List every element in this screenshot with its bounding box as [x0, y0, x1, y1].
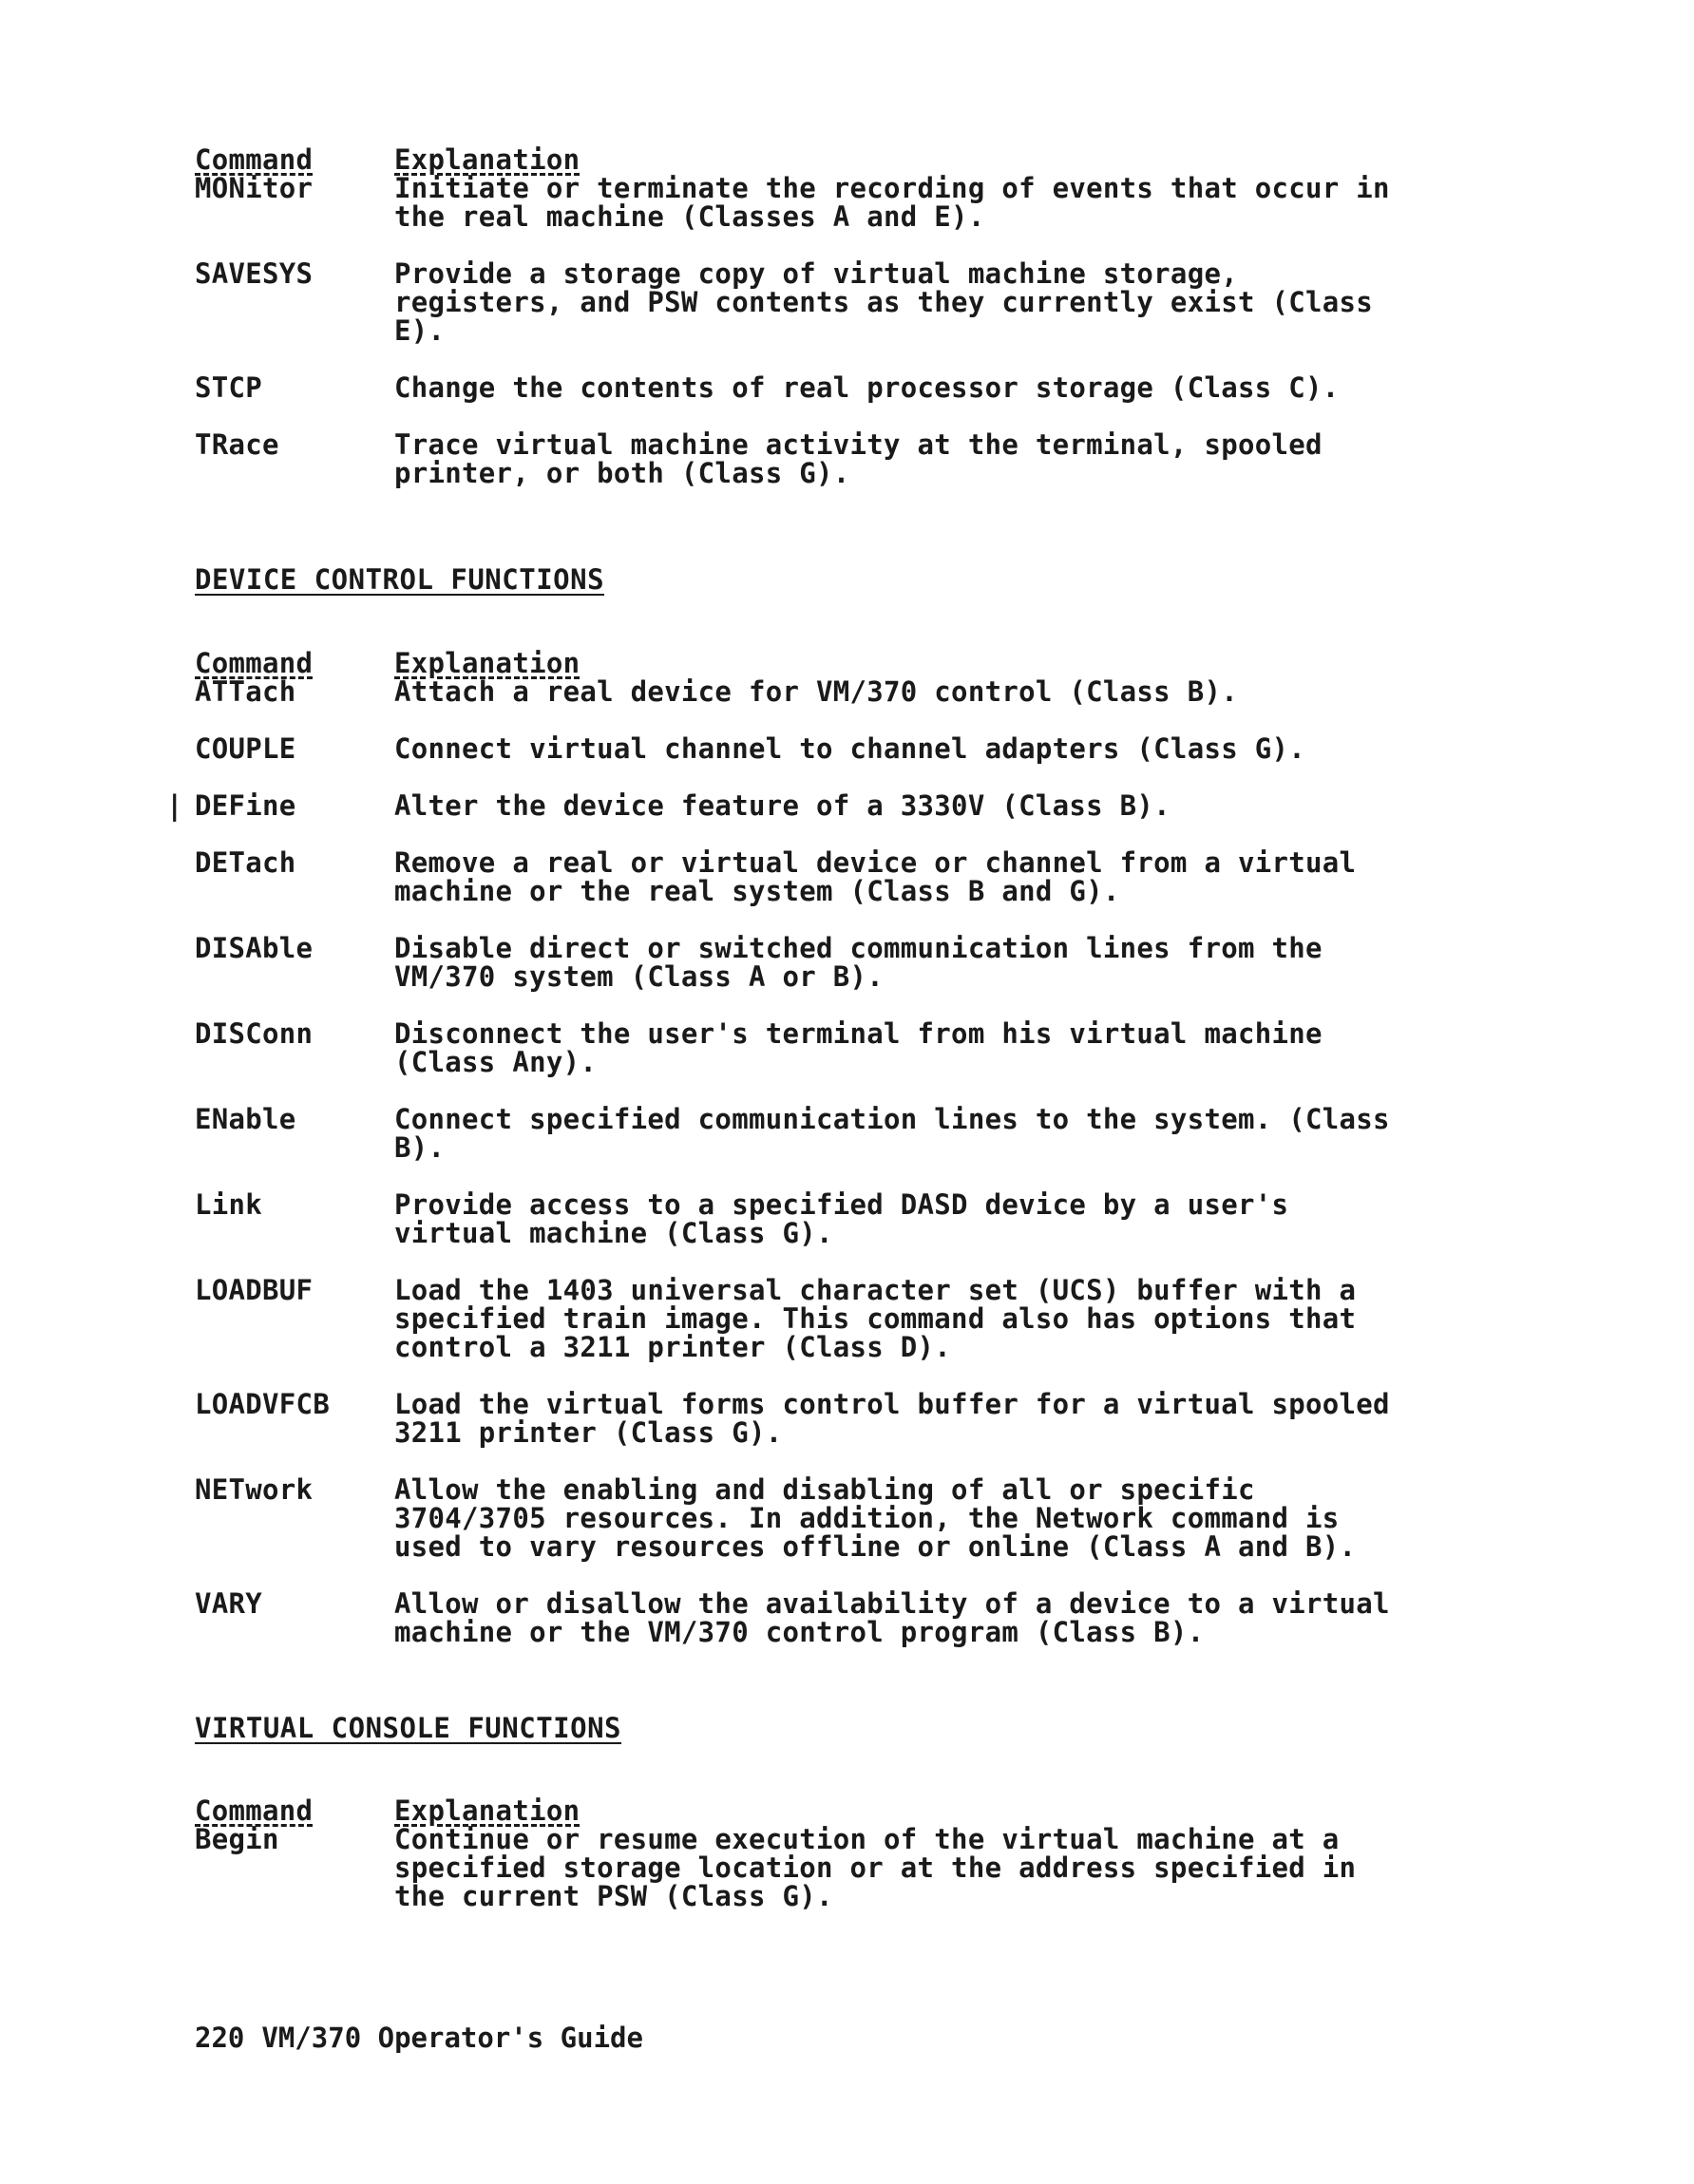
command-entry	[195, 734, 1430, 763]
command-explanation: Change the contents of real processor storage (Class C).	[394, 371, 1340, 404]
command-entry	[195, 848, 1430, 905]
command-explanation: Connect virtual channel to channel adapters (Class G).	[394, 732, 1306, 765]
command-entry	[195, 1589, 1430, 1646]
command-name: DISConn	[195, 1017, 314, 1050]
command-entry	[195, 1190, 1430, 1247]
command-explanation: Allow or disallow the availability of a device to a virtual machine or the VM/370 control program (Class B).	[394, 1587, 1390, 1648]
command-name: LOADVFCB	[195, 1388, 331, 1420]
command-explanation: Continue or resume execution of the virtual machine at a specified storage location or at the address specified in the current PSW (Class G).	[394, 1823, 1357, 1912]
command-entry	[195, 677, 1430, 706]
explanation-column-header: Explanation	[394, 647, 581, 679]
command-entry	[195, 259, 1430, 345]
change-bar: |	[166, 789, 183, 822]
command-explanation: Provide access to a specified DASD device by a user's virtual machine (Class G).	[394, 1188, 1289, 1249]
table-header	[195, 1796, 1430, 1825]
page-number: 220	[195, 2022, 245, 2054]
command-explanation: Provide a storage copy of virtual machine storage, registers, and PSW contents as they currently exist (Class E).	[394, 257, 1374, 347]
command-entry	[195, 430, 1430, 487]
command-name: DEFine	[195, 789, 296, 822]
section-title-virtual-console: VIRTUAL CONSOLE FUNCTIONS	[195, 1712, 621, 1744]
command-entry	[166, 789, 1430, 822]
command-name: ATTach	[195, 675, 296, 708]
command-explanation: Connect specified communication lines to the system. (Class B).	[394, 1103, 1390, 1164]
command-name: DISAble	[195, 932, 314, 964]
command-explanation: Disconnect the user's terminal from his virtual machine (Class Any).	[394, 1017, 1323, 1078]
command-entry	[195, 934, 1430, 991]
table-header	[195, 649, 1430, 677]
command-table-3	[195, 1796, 1430, 1939]
command-explanation: Disable direct or switched communication lines from the VM/370 system (Class A or B).	[394, 932, 1323, 993]
command-entry	[195, 373, 1430, 402]
command-entry	[195, 1276, 1430, 1361]
command-explanation: Trace virtual machine activity at the terminal, spooled printer, or both (Class G).	[394, 428, 1323, 489]
command-name: Begin	[195, 1823, 279, 1855]
command-name: VARY	[195, 1587, 263, 1620]
explanation-column-header: Explanation	[394, 1795, 581, 1827]
command-name: SAVESYS	[195, 257, 314, 290]
command-column-header: Command	[195, 647, 314, 679]
command-column-header: Command	[195, 143, 314, 176]
explanation-column-header: Explanation	[394, 143, 581, 176]
command-explanation: Alter the device feature of a 3330V (Class B).	[394, 789, 1171, 822]
command-entry	[195, 1825, 1430, 1910]
command-explanation: Initiate or terminate the recording of events that occur in the real machine (Classes A and E).	[394, 172, 1390, 233]
command-explanation: Load the virtual forms control buffer for a virtual spooled 3211 printer (Class G).	[394, 1388, 1390, 1449]
command-entry	[195, 174, 1430, 231]
command-name: ENable	[195, 1103, 296, 1135]
section-title-device-control: DEVICE CONTROL FUNCTIONS	[195, 563, 605, 596]
command-explanation: Remove a real or virtual device or channel from a virtual machine or the real system (Class B and G).	[394, 846, 1357, 907]
command-table-1	[195, 145, 1430, 516]
command-explanation: Allow the enabling and disabling of all or specific 3704/3705 resources. In addition, the Network command is used to vary resources offline or online (Class A and B).	[394, 1473, 1357, 1563]
command-explanation: Attach a real device for VM/370 control (Class B).	[394, 675, 1238, 708]
command-name: TRace	[195, 428, 279, 461]
command-entry	[195, 1019, 1430, 1076]
command-name: LOADBUF	[195, 1274, 314, 1306]
command-entry	[195, 1475, 1430, 1561]
command-explanation: Load the 1403 universal character set (UCS) buffer with a specified train image. This command also has options that control a 3211 printer (Class D).	[394, 1274, 1357, 1363]
page-footer	[195, 2022, 660, 2054]
command-name: NETwork	[195, 1473, 314, 1506]
command-name: Link	[195, 1188, 263, 1221]
command-name: STCP	[195, 371, 263, 404]
document-title: VM/370 Operator's Guide	[261, 2022, 643, 2054]
command-entry	[195, 1105, 1430, 1162]
command-name: DETach	[195, 846, 296, 879]
command-column-header: Command	[195, 1795, 314, 1827]
table-header	[195, 145, 1430, 174]
command-name: COUPLE	[195, 732, 296, 765]
command-name: MONitor	[195, 172, 314, 204]
command-entry	[195, 1390, 1430, 1447]
command-table-2	[166, 647, 1430, 1675]
